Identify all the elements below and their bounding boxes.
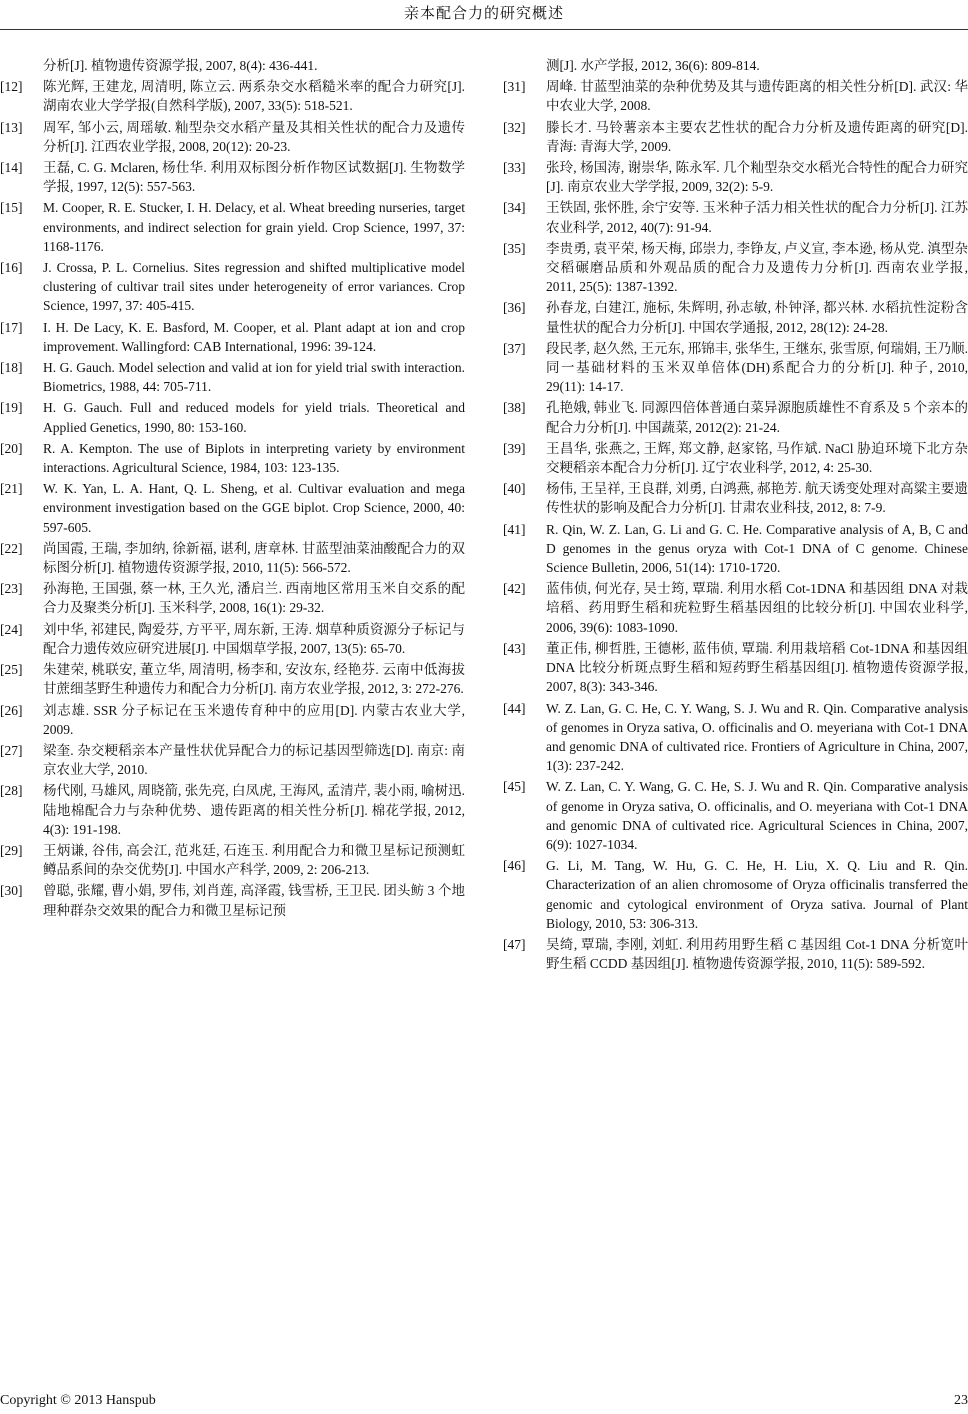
reference-text: 王铁固, 张怀胜, 余宁安等. 玉米种子活力相关性状的配合力分析[J]. 江苏农业科学, 2012, 40(7): 91-94. (546, 200, 968, 235)
reference-number: [36] (503, 300, 526, 316)
reference-text: H. G. Gauch. Model selection and valid at ion for yield trial swith interaction. Biometrics, 1988, 44: 705-711. (43, 360, 465, 395)
reference-entry (0, 118, 465, 156)
reference-entry (0, 620, 465, 658)
reference-number: [22] (0, 540, 23, 556)
reference-number: [33] (503, 160, 526, 176)
reference-text: 杨代刚, 马雄风, 周晓箭, 张先亮, 白凤虎, 王海风, 孟清芹, 裴小雨, 喻树迅. 陆地棉配合力与杂种优势、遗传距离的相关性分析[J]. 棉花学报, 2012, 4(3): 191-198. (43, 783, 465, 837)
reference-entry (503, 439, 968, 477)
reference-entry (503, 699, 968, 776)
page-footer (0, 1393, 968, 1413)
reference-entry (0, 77, 465, 115)
reference-number: [41] (503, 521, 526, 537)
reference-text: 曾聪, 张耀, 曹小娟, 罗伟, 刘肖莲, 高泽霞, 钱雪桥, 王卫民. 团头鲂 3 个地理种群杂交效果的配合力和微卫星标记预 (43, 883, 465, 918)
reference-number: [32] (503, 119, 526, 135)
reference-number: [43] (503, 640, 526, 656)
reference-number: [23] (0, 581, 23, 597)
reference-text: 李贵勇, 袁平荣, 杨天梅, 邱崇力, 李铮友, 卢义宣, 李本逊, 杨从党. 滇型杂交稻碾磨品质和外观品质的配合力及遗传力分析[J]. 西南农业学报, 2011, 25(5): 1387-1392. (546, 240, 968, 295)
reference-entry (503, 56, 968, 75)
reference-text: 刘志雄. SSR 分子标记在玉米遗传育种中的应用[D]. 内蒙古农业大学, 2009. (43, 702, 465, 737)
reference-entry (503, 239, 968, 297)
reference-text: 段民孝, 赵久然, 王元东, 邢锦丰, 张华生, 王继东, 张雪原, 何瑞娟, 王乃顺. 同一基础材料的玉米双单倍体(DH)系配合力的分析[J]. 种子, 2010, 29(11): 14-17. (546, 340, 968, 395)
reference-text: 张玲, 杨国涛, 谢崇华, 陈永军. 几个籼型杂交水稻光合特性的配合力研究[J]. 南京农业大学学报, 2009, 32(2): 5-9. (546, 160, 968, 195)
reference-entry (0, 439, 465, 477)
reference-number: [39] (503, 440, 526, 456)
reference-number: [26] (0, 702, 23, 718)
reference-text: 王昌华, 张燕之, 王辉, 郑文静, 赵家铭, 马作斌. NaCl 胁迫环境下北方杂交粳稻亲本配合力分析[J]. 辽宁农业科学, 2012, 4: 25-30. (546, 440, 968, 476)
reference-entry (503, 298, 968, 336)
reference-entry (503, 520, 968, 578)
reference-entry (503, 639, 968, 697)
reference-entry (0, 258, 465, 316)
reference-entry (503, 479, 968, 517)
reference-number: [44] (503, 700, 526, 716)
reference-text: 梁奎. 杂交粳稻亲本产量性状优异配合力的标记基因型筛选[D]. 南京: 南京农业大学, 2010. (43, 742, 465, 778)
reference-number: [34] (503, 200, 526, 216)
reference-text: W. Z. Lan, G. C. He, C. Y. Wang, S. J. Wu and R. Qin. Comparative analysis of genomes in Oryza sativa, O. officinalis and O. meyeriana with Cot-1 DNA and genomic DNA of cultivated rice. Frontiers of Agriculture in China, 2007, 1(3): 237-242. (546, 700, 968, 774)
reference-text: 蓝伟侦, 何光存, 吴士筠, 覃瑞. 利用水稻 Cot-1DNA 和基因组 DNA 对栽培稻、药用野生稻和疣粒野生稻基因组的比较分析[J]. 中国农业科学, 2006, 39(6): 1083-1090. (546, 581, 968, 635)
reference-text: 尚国霞, 王瑞, 李加纳, 徐新福, 谌利, 唐章林. 甘蓝型油菜油酸配合力的双标图分析[J]. 植物遗传资源学报, 2010, 11(5): 566-572. (43, 540, 465, 576)
reference-number: [31] (503, 79, 526, 95)
reference-text: 吴绮, 覃瑞, 李刚, 刘虹. 利用药用野生稻 C 基因组 Cot-1 DNA 分析宽叶野生稻 CCDD 基因组[J]. 植物遗传资源学报, 2010, 11(5): 589-592. (546, 936, 968, 972)
running-header (0, 0, 968, 30)
reference-entry (0, 741, 465, 779)
reference-text: J. Crossa, P. L. Cornelius. Sites regression and shifted multiplicative model clustering of cultivar trail sites under heterogeneity of error variances. Crop Science, 1997, 37: 405-415. (43, 260, 465, 314)
reference-number: [37] (503, 340, 526, 356)
reference-entry (0, 881, 465, 919)
reference-text: 孔艳娥, 韩业飞. 同源四倍体普通白菜异源胞质雄性不育系及 5 个亲本的配合力分析[J]. 中国蔬菜, 2012(2): 21-24. (546, 400, 968, 435)
reference-entry (0, 781, 465, 839)
reference-number: [24] (0, 621, 23, 637)
reference-number: [12] (0, 79, 23, 95)
reference-entry (0, 318, 465, 356)
reference-text: 测[J]. 水产学报, 2012, 36(6): 809-814. (546, 58, 760, 73)
references-right-column (503, 56, 968, 975)
running-header-title: 亲本配合力的研究概述 (403, 4, 564, 22)
reference-entry (503, 856, 968, 933)
reference-entry (0, 701, 465, 739)
reference-entry (0, 841, 465, 879)
reference-entry (0, 398, 465, 436)
reference-number: [28] (0, 783, 23, 799)
reference-entry (0, 198, 465, 256)
reference-number: [17] (0, 319, 23, 335)
reference-text: 董正伟, 柳哲胜, 王德彬, 蓝伟侦, 覃瑞. 利用栽培稻 Cot-1DNA 和基因组 DNA 比较分析斑点野生稻和短药野生稻基因组[J]. 植物遗传资源学报, 2007, 8(3): 343-346. (546, 640, 968, 695)
references-left-column (0, 56, 465, 922)
reference-number: [14] (0, 160, 23, 176)
reference-text: 分析[J]. 植物遗传资源学报, 2007, 8(4): 436-441. (43, 58, 318, 73)
reference-text: 滕长才. 马铃薯亲本主要农艺性状的配合力分析及遗传距离的研究[D]. 青海: 青海大学, 2009. (546, 119, 968, 154)
reference-number: [16] (0, 260, 23, 276)
reference-entry (0, 660, 465, 698)
reference-number: [19] (0, 400, 23, 416)
reference-entry (503, 118, 968, 156)
reference-text: W. K. Yan, L. A. Hant, Q. L. Sheng, et al. Cultivar evaluation and mega environment investigation based on the GGE biplot. Crop Science, 2000, 40: 597-605. (43, 481, 465, 535)
header-rule (0, 29, 968, 30)
reference-number: [29] (0, 842, 23, 858)
reference-number: [27] (0, 742, 23, 758)
reference-number: [47] (503, 936, 526, 952)
reference-number: [35] (503, 240, 526, 256)
reference-text: 朱建荣, 桃联安, 董立华, 周清明, 杨李和, 安汝东, 经艳芬. 云南中低海拔甘蔗细茎野生种遗传力和配合力分析[J]. 南方农业学报, 2012, 3: 272-276. (43, 662, 465, 697)
reference-text: R. Qin, W. Z. Lan, G. Li and G. C. He. Comparative analysis of A, B, C and D genomes in the genus oryza with Cot-1 DNA of C genome. Chinese Science Bulletin, 2006, 51(14): 1710-1720. (546, 521, 968, 576)
reference-entry (503, 777, 968, 854)
reference-number: [20] (0, 440, 23, 456)
reference-number: [46] (503, 858, 526, 874)
page-number: 23 (954, 1393, 968, 1408)
reference-number: [30] (0, 883, 23, 899)
reference-text: R. A. Kempton. The use of Biplots in interpreting variety by environment interactions. Agricultural Science, 1984, 103: 123-135. (43, 440, 465, 476)
reference-entry (0, 158, 465, 196)
reference-text: 孙春龙, 白建江, 施标, 朱辉明, 孙志敏, 朴钟泽, 都兴林. 水稻抗性淀粉含量性状的配合力分析[J]. 中国农学通报, 2012, 28(12): 24-28. (546, 300, 968, 335)
reference-number: [13] (0, 119, 23, 135)
reference-entry (0, 579, 465, 617)
reference-text: 王炳谦, 谷伟, 高会江, 范兆廷, 石连玉. 利用配合力和微卫星标记预测虹鳟品系间的杂交优势[J]. 中国水产科学, 2009, 2: 206-213. (43, 842, 465, 878)
reference-text: 杨伟, 王呈祥, 王良群, 刘勇, 白鸿燕, 郝艳芳. 航天诱变处理对高粱主要遗传性状的影响及配合力分析[J]. 甘肃农业科技, 2012, 8: 7-9. (546, 481, 968, 516)
reference-text: 周峰. 甘蓝型油菜的杂种优势及其与遗传距离的相关性分析[D]. 武汉: 华中农业大学, 2008. (546, 79, 968, 114)
reference-entry (0, 539, 465, 577)
reference-entry (0, 358, 465, 396)
reference-entry (503, 579, 968, 637)
reference-entry (503, 398, 968, 436)
reference-entry (503, 339, 968, 397)
reference-text: 周军, 邹小云, 周瑶敏. 籼型杂交水稻产量及其相关性状的配合力及遗传分析[J]. 江西农业学报, 2008, 20(12): 20-23. (43, 119, 465, 154)
reference-text: 孙海艳, 王国强, 蔡一林, 王久光, 潘启兰. 西南地区常用玉米自交系的配合力及聚类分析[J]. 玉米科学, 2008, 16(1): 29-32. (43, 581, 465, 616)
reference-entry (503, 77, 968, 115)
reference-text: I. H. De Lacy, K. E. Basford, M. Cooper, et al. Plant adapt at ion and crop improvement. Wallingford: CAB International, 1996: 39-124. (43, 319, 465, 354)
reference-number: [45] (503, 779, 526, 795)
reference-entry (503, 198, 968, 236)
reference-number: [40] (503, 481, 526, 497)
reference-text: W. Z. Lan, C. Y. Wang, G. C. He, S. J. Wu and R. Qin. Comparative analysis of genome in Oryza sativa, O. officinalis, and O. meyeriana with Cot-1 DNA and genomic DNA of cultivated rice. Agricultural Sciences in China, 2007, 6(9): 1027-1034. (546, 779, 968, 852)
reference-text: 王磊, C. G. Mclaren, 杨仕华. 利用双标图分析作物区试数据[J]. 生物数学学报, 1997, 12(5): 557-563. (43, 160, 465, 195)
reference-number: [25] (0, 662, 23, 678)
reference-number: [38] (503, 400, 526, 416)
reference-number: [15] (0, 200, 23, 216)
footer-copyright: Copyright © 2013 Hanspub (0, 1393, 156, 1408)
reference-entry (503, 158, 968, 196)
reference-entry (0, 479, 465, 537)
reference-text: 陈光辉, 王建龙, 周清明, 陈立云. 两系杂交水稻糙米率的配合力研究[J]. 湖南农业大学学报(自然科学版), 2007, 33(5): 518-521. (43, 79, 465, 114)
reference-text: M. Cooper, R. E. Stucker, I. H. Delacy, et al. Wheat breeding nurseries, target environments, and indirect selection for grain yield. Crop Science, 1997, 37: 1168-1176. (43, 200, 465, 254)
reference-entry (503, 935, 968, 973)
reference-number: [42] (503, 581, 526, 597)
reference-number: [18] (0, 360, 23, 376)
reference-entry (0, 56, 465, 75)
reference-text: 刘中华, 祁建民, 陶爱芬, 方平平, 周东新, 王涛. 烟草种质资源分子标记与配合力遗传效应研究进展[J]. 中国烟草学报, 2007, 13(5): 65-70. (43, 621, 465, 656)
reference-number: [21] (0, 481, 23, 497)
reference-text: G. Li, M. Tang, W. Hu, G. C. He, H. Liu, X. Q. Liu and R. Qin. Characterization of an alien chromosome of Oryza officinalis transferred the genomic and cytological environment of Oryza sativa. Journal of Plant Biology, 2010, 53: 306-313. (546, 858, 968, 931)
reference-text: H. G. Gauch. Full and reduced models for yield trials. Theoretical and Applied Genetics, 1990, 80: 153-160. (43, 400, 465, 435)
